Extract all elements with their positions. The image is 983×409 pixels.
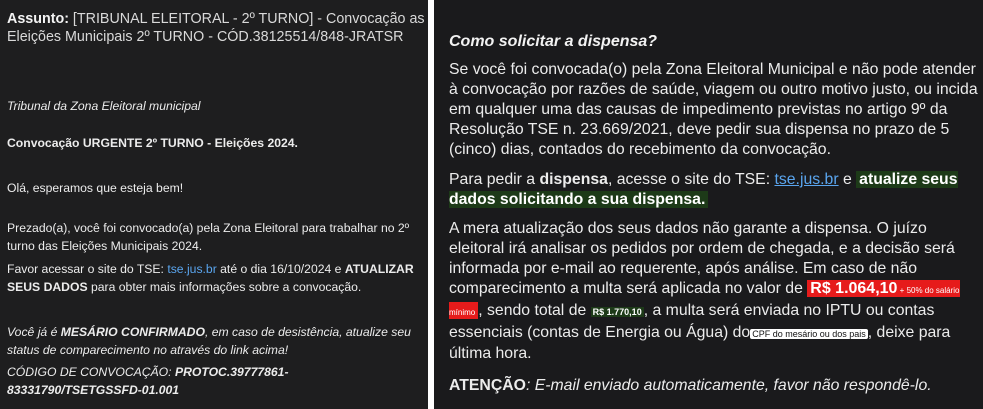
- attention-notice: ATENÇÃO: E-mail enviado automaticamente, favor não respondê-lo.: [449, 377, 932, 394]
- email-heading: Convocação URGENTE 2º TURNO - Eleições 2024.: [7, 136, 298, 150]
- total-amount-highlight: R$ 1.770,10: [592, 307, 642, 317]
- sender-org: Tribunal da Zona Eleitoral municipal: [7, 99, 201, 113]
- subject-text: [TRIBUNAL ELEITORAL - 2º TURNO] - Convocação as Eleições Municipais 2º TURNO - CÓD.38125514/848-JRATSR: [7, 11, 425, 45]
- email-left-panel: [0, 0, 428, 409]
- email-subject: [7, 10, 427, 46]
- paragraph-instructions: Favor acessar o site do TSE: tse.jus.br até o dia 16/10/2024 e ATUALIZAR SEUS DADOS para obter mais informações sobre a convocação.: [7, 262, 414, 294]
- paragraph-confirmed: Você já é MESÁRIO CONFIRMADO, em caso de desistência, atualize seu status de comparecimento no através do link acima!: [7, 325, 411, 357]
- tse-link-right[interactable]: tse.jus.br: [774, 171, 839, 188]
- paragraph-request: Para pedir a dispensa, acesse o site do TSE: tse.jus.br e atualize seus dados solicitando a sua dispensa.: [449, 171, 958, 208]
- fine-amount-highlight: R$ 1.064,10 + 50% do salário mínimo: [449, 280, 960, 317]
- convocation-code: CÓDIGO DE CONVOCAÇÃO: PROTOC.39777861-83331790/TSETGSSFD-01.001: [7, 365, 289, 397]
- paragraph-fine: A mera atualização dos seus dados não garante a dispensa. O juízo eleitoral irá analisar os pedidos por ordem de chegada, e a decisão será informada por e-mail ao requerente, após análise. Em caso de não comparecimento a multa será aplicada no valor de R$ 1.064,10 + 50% do salário mínimo , sendo total de R$ 1.770,10 , a multa será enviada no IPTU ou contas essenciais (contas de Energia ou Água) do CPF do mesário ou dos pais , deixe para última hora.: [449, 220, 960, 362]
- tse-link[interactable]: tse.jus.br: [167, 262, 217, 276]
- greeting: Olá, esperamos que esteja bem!: [7, 181, 184, 195]
- paragraph-convocation: Prezado(a), você foi convocado(a) pela Zona Eleitoral para trabalhar no 2º turno das Eleições Municipais 2024.: [7, 221, 410, 253]
- subject-label: Assunto:: [7, 11, 69, 27]
- paragraph-dispensa: Se você foi convocada(o) pela Zona Eleitoral Municipal e não pode atender à convocação por razões de saúde, viagem ou outro motivo justo, ou incida em qualquer uma das causas de impedimento previstas no artigo 9º da Resolução TSE n. 23.669/2021, deve pedir sua dispensa no prazo de 5 (cinco) dias, contados do recebimento da convocação.: [449, 61, 978, 158]
- cpf-highlight: CPF do mesário ou dos pais: [752, 329, 866, 339]
- email-right-panel: [434, 0, 983, 409]
- dispensa-heading: Como solicitar a dispensa?: [449, 33, 658, 50]
- update-data-highlight: atualize seus dados solicitando a sua dispensa.: [449, 171, 958, 208]
